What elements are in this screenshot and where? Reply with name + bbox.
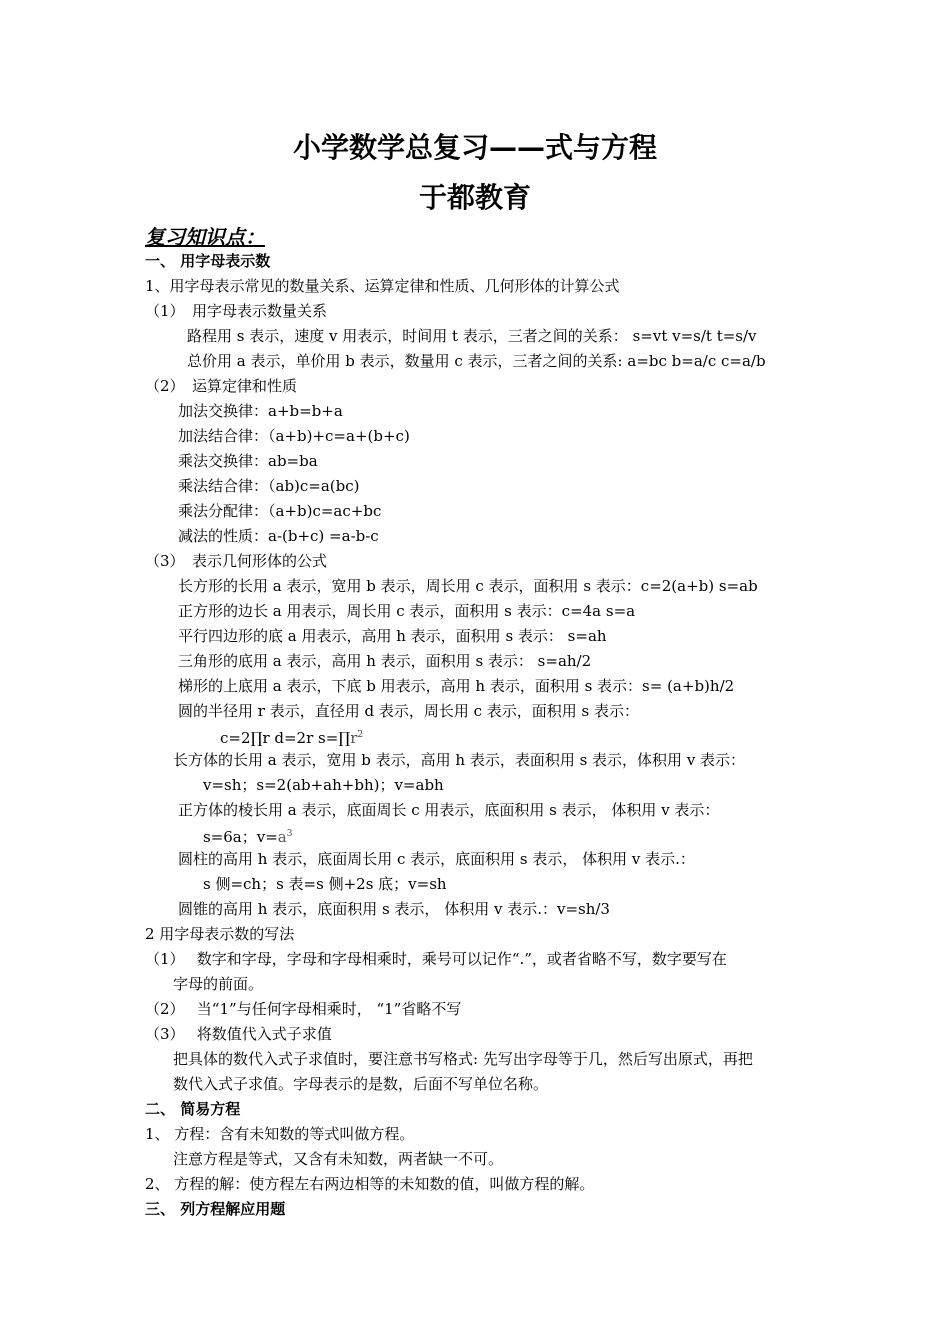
text-line: 加法交换律：a+b=b+a xyxy=(178,402,343,420)
text-line: 总价用 a 表示，单价用 b 表示，数量用 c 表示，三者之间的关系: a=bc b=a/c c=a/b xyxy=(187,352,766,370)
page-title: 小学数学总复习——式与方程 xyxy=(292,131,657,164)
text-line: 1、用字母表示常见的数量关系、运算定律和性质、几何形体的计算公式 xyxy=(145,277,620,295)
text-line: 路程用 s 表示，速度 v 用表示，时间用 t 表示，三者之间的关系： s=vt v=s/t t=s/v xyxy=(187,327,757,345)
text-line: （3） 将数值代入式子求值 xyxy=(145,1025,332,1043)
text-line: 乘法结合律：（ab)c=a(bc) xyxy=(178,477,360,495)
cube-formula-var: a xyxy=(277,828,287,846)
cube-formula-exponent: 3 xyxy=(286,829,293,839)
section-heading: 二、 简易方程 xyxy=(145,1100,241,1118)
text-line: 圆的半径用 r 表示，直径用 d 表示，周长用 c 表示，面积用 s 表示： xyxy=(178,702,640,720)
text-line: 注意方程是等式，又含有未知数，两者缺一不可。 xyxy=(173,1150,504,1168)
section-heading: 三、 列方程解应用题 xyxy=(145,1200,286,1218)
circle-formula-text: c=2∏r d=2r s=∏ xyxy=(220,729,351,747)
text-line: 正方形的边长 a 用表示，周长用 c 表示，面积用 s 表示：c=4a s=a xyxy=(178,602,636,620)
text-line: 数代入式子求值。字母表示的是数，后面不写单位名称。 xyxy=(173,1075,549,1093)
text-line: v=sh；s=2(ab+ah+bh)；v=abh xyxy=(203,776,444,794)
text-line: （2） 当“1”与任何字母相乘时， “1”省略不写 xyxy=(145,1000,462,1018)
circle-formula-exponent: 2 xyxy=(357,730,364,740)
text-line: 把具体的数代入式子求值时，要注意书写格式: 先写出字母等于几，然后写出原式，再把 xyxy=(173,1050,753,1068)
section-heading: 一、 用字母表示数 xyxy=(145,252,271,270)
text-line: 2、 方程的解：使方程左右两边相等的未知数的值，叫做方程的解。 xyxy=(145,1175,595,1193)
cube-formula-text: s=6a；v= xyxy=(203,828,278,846)
text-line: 梯形的上底用 a 表示，下底 b 用表示，高用 h 表示，面积用 s 表示：s= (a+b)h/2 xyxy=(178,677,735,695)
text-line: 乘法分配律：（a+b)c=ac+bc xyxy=(178,502,382,520)
text-line: 字母的前面。 xyxy=(173,975,264,993)
text-line: 乘法交换律：ab=ba xyxy=(178,452,318,470)
page-subtitle: 于都教育 xyxy=(418,181,531,214)
text-line: 减法的性质：a-(b+c) =a-b-c xyxy=(178,527,379,545)
circle-formula xyxy=(220,724,363,749)
text-line: （1） 用字母表示数量关系 xyxy=(145,302,328,320)
cube-formula xyxy=(203,823,292,848)
text-line: 三角形的底用 a 表示，高用 h 表示，面积用 s 表示： s=ah/2 xyxy=(178,652,592,670)
text-line: s 侧=ch；s 表=s 侧+2s 底；v=sh xyxy=(203,875,447,893)
text-line: 圆锥的高用 h 表示，底面积用 s 表示， 体积用 v 表示.：v=sh/3 xyxy=(178,900,610,918)
text-line: 2 用字母表示数的写法 xyxy=(145,925,295,943)
text-line: （1） 数字和字母，字母和字母相乘时，乘号可以记作“.”，或者省略不写，数字要写在 xyxy=(145,950,727,968)
text-line: 正方体的棱长用 a 表示，底面周长 c 用表示，底面积用 s 表示， 体积用 v 表示： xyxy=(178,801,720,819)
text-line: 1、 方程：含有未知数的等式叫做方程。 xyxy=(145,1125,415,1143)
text-line: 长方体的长用 a 表示，宽用 b 表示，高用 h 表示，表面积用 s 表示，体积用 v 表示： xyxy=(173,751,746,769)
text-line: 加法结合律：（a+b)+c=a+(b+c) xyxy=(178,427,410,445)
review-heading: 复习知识点： xyxy=(145,225,265,249)
text-line: 长方形的长用 a 表示，宽用 b 表示，周长用 c 表示，面积用 s 表示：c=2(a+b) s=ab xyxy=(178,577,758,595)
text-line: 圆柱的高用 h 表示，底面周长用 c 表示，底面积用 s 表示， 体积用 v 表示.： xyxy=(178,850,695,868)
circle-formula-var: r xyxy=(350,729,358,747)
text-line: （2） 运算定律和性质 xyxy=(145,377,298,395)
text-line: （3） 表示几何形体的公式 xyxy=(145,552,328,570)
text-line: 平行四边形的底 a 用表示，高用 h 表示，面积用 s 表示： s=ah xyxy=(178,627,607,645)
